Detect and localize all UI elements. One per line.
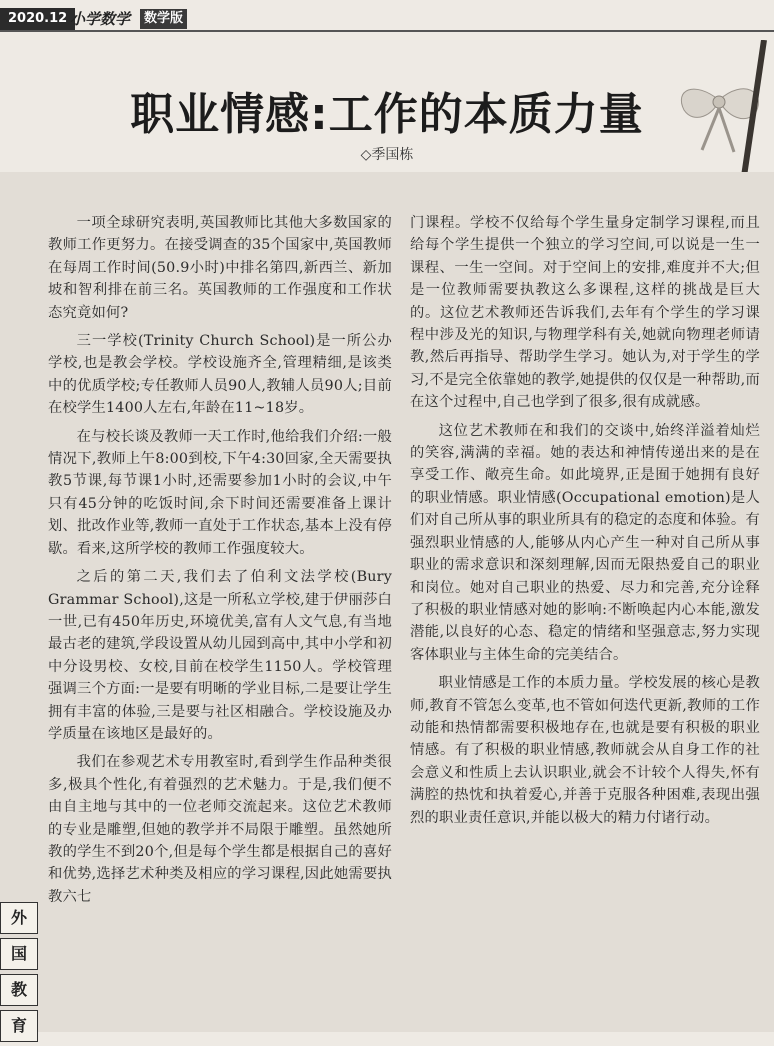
section-tab: 教 <box>0 974 38 1006</box>
right-column <box>410 212 760 835</box>
section-tabs <box>0 902 38 1046</box>
section-tab: 外 <box>0 902 38 934</box>
paragraph: 之后的第二天,我们去了伯利文法学校(Bury Grammar School),这是一所私立学校,建于伊丽莎白一世,已有450年历史,环境优美,富有人文气息,有当地最古老的建筑,学段设置从幼儿园到高中,其中小学和初中分设男校、女校,目前在校学生1150人。学校管理强调三个方面:一是要有明晰的学业目标,二是要让学生拥有丰富的体验,三是要与社区相融合。学校设施及办学质量在该地区是最好的。 <box>48 569 392 742</box>
paragraph: 在与校长谈及教师一天工作时,他给我们介绍:一般情况下,教师上午8:00到校,下午4:30回家,全天需要执教5节课,每节课1小时,还需要参加1小时的会议,中午只有45分钟的吃饭时间,余下时间还需要准备上课计划、批改作业等,教师一直处于工作状态,基本上没有停歇。看来,这所学校的教师工作强度较大。 <box>48 428 392 557</box>
article-author: ◇季国栋 <box>360 147 414 163</box>
edition-label: 数学版 <box>140 9 187 29</box>
article-body <box>0 172 774 1032</box>
magazine-name: 小学数学 <box>70 10 131 28</box>
paragraph: 门课程。学校不仅给每个学生量身定制学习课程,而且给每个学生提供一个独立的学习空间,可以说是一生一课程、一生一空间。对于空间上的安排,难度并不大;但是一位教师需要执教这么多课程,这样的挑战是巨大的。这位艺术教师还告诉我们,去年有个学生的学习课程中涉及光的知识,与物理学科有关,她就向物理老师请教,然后再指导、帮助学生学习。她认为,对于学生的学习,不是完全依靠她的教学,她提供的仅仅是一种帮助,而在这个过程中,自己也学到了很多,很有成就感。 <box>410 215 760 411</box>
page-header <box>0 8 774 30</box>
section-tab: 国 <box>0 938 38 970</box>
issue-number: 2020.12 <box>0 8 75 30</box>
paragraph: 一项全球研究表明,英国教师比其他大多数国家的教师工作更努力。在接受调查的35个国家中,英国教师在每周工作时间(50.9小时)中排名第四,新西兰、新加坡和智利排在前三名。英国教师的工作强度和工作状态究竟如何? <box>48 215 392 321</box>
paragraph: 职业情感是工作的本质力量。学校发展的核心是教师,教育不管怎么变革,也不管如何迭代更新,教师的工作动能和热情都需要积极地存在,也就是要有积极的职业情感。有了积极的职业情感,教师就会从自身工作的社会意义和性质上去认识职业,就会不计较个人得失,怀有满腔的热忱和执着爱心,并善于克服各种困难,表现出强烈的职业责任意识,并能以极大的精力付诸行动。 <box>410 675 760 826</box>
paragraph: 这位艺术教师在和我们的交谈中,始终洋溢着灿烂的笑容,满满的幸福。她的表达和神情传递出来的是在享受工作、敞亮生命。如此境界,正是囿于她拥有良好的职业情感。职业情感(Occupational emotion)是人们对自己所从事的职业所具有的稳定的态度和体验。有强烈职业情感的人,能够从内心产生一种对自己所从事职业的需求意识和深刻理解,因而无限热爱自己的职业和岗位。她对自己职业的热爱、尽力和完善,充分诠释了积极的职业情感对她的影响:不断唤起内心本能,激发潜能,以良好的心态、稳定的情绪和坚强意志,努力实现客体职业与主体生命的完美结合。 <box>410 422 760 663</box>
left-column <box>48 212 392 914</box>
paragraph: 三一学校(Trinity Church School)是一所公办学校,也是教会学校。学校设施齐全,管理精细,是该类中的优质学校;专任教师人员90人,教辅人员90人;目前在校学生1400人左右,年龄在11~18岁。 <box>48 333 392 417</box>
header-rule <box>0 30 774 32</box>
article-title: 职业情感:工作的本质力量 <box>130 89 644 140</box>
section-tab: 育 <box>0 1010 38 1042</box>
paragraph: 我们在参观艺术专用教室时,看到学生作品种类很多,极具个性化,有着强烈的艺术魅力。于是,我们便不由自主地与其中的一位老师交流起来。这位艺术教师的专业是雕塑,但她的教学并不局限于雕塑。虽然她所教的学生不到20个,但是每个学生都是根据自己的喜好和优势,选择艺术种类及相应的学习课程,因此她需要执教六七 <box>48 754 392 905</box>
